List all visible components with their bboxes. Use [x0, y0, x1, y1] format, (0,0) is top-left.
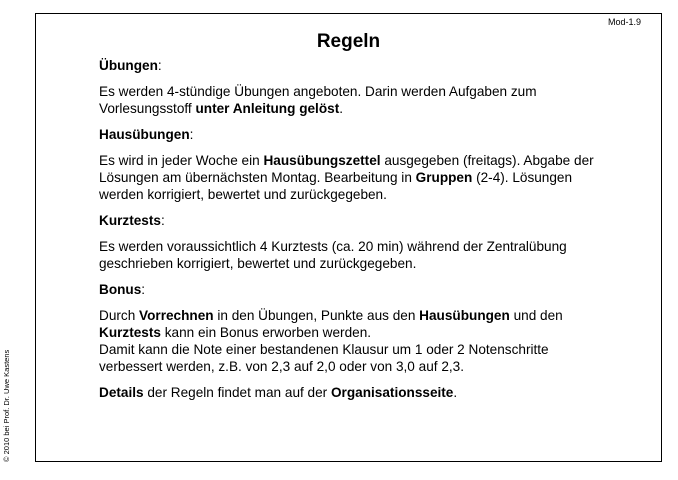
slide-title: Regeln	[316, 31, 381, 52]
section-text-bonus	[99, 307, 604, 375]
heading-text: Hausübungen	[99, 127, 190, 142]
text-run: kann ein Bonus erworben werden.	[160, 325, 372, 340]
bold-run: unter Anleitung gelöst	[195, 101, 340, 116]
text-run: ausgegeben (freitags). Abgabe der Lösungen am übernächsten Montag. Bearbeitung in	[99, 153, 594, 185]
copyright-note: © 2010 bei Prof. Dr. Uwe Kastens	[2, 349, 11, 462]
bold-run: Kurztests	[99, 325, 161, 340]
heading-colon: :	[157, 58, 162, 73]
heading-text: Kurztests	[99, 213, 161, 228]
section-text-kurztests	[99, 238, 604, 272]
section-heading-bonus	[99, 281, 604, 298]
section-text-uebungen	[99, 83, 604, 117]
text-run: Durch	[99, 308, 140, 323]
text-run: .	[339, 101, 344, 116]
section-heading-hausuebungen	[99, 126, 604, 143]
text-run: Es wird in jeder Woche ein	[99, 153, 264, 168]
heading-text: Bonus	[99, 282, 142, 297]
text-run: Es werden 4-stündige Übungen angeboten. Darin werden Aufgaben zum Vorlesungsstoff	[99, 84, 537, 116]
bold-run: Details	[99, 385, 144, 400]
text-run: (2-4). Lösungen werden korrigiert, bewertet und zurückgegeben.	[99, 170, 573, 202]
text-run: in den Übungen, Punkte aus den	[213, 308, 420, 323]
page-id: Mod-1.9	[607, 17, 641, 27]
bold-run: Hausübungen	[419, 308, 510, 323]
text-run: und den	[509, 308, 563, 323]
bold-run: Vorrechnen	[139, 308, 214, 323]
details-line	[99, 384, 604, 401]
text-run: .	[453, 385, 458, 400]
heading-colon: :	[189, 127, 194, 142]
bold-run: Organisationsseite	[330, 385, 454, 400]
heading-colon: :	[141, 282, 146, 297]
text-run: Es werden voraussichtlich 4 Kurztests (ca. 20 min) während der Zentralübung geschrieben korrigiert, bewertet und zurückgegeben.	[99, 239, 567, 271]
bold-run: Hausübungszettel	[263, 153, 381, 168]
heading-colon: :	[160, 213, 165, 228]
bold-run: Gruppen	[415, 170, 473, 185]
section-text-hausuebungen	[99, 152, 604, 203]
section-heading-uebungen	[99, 57, 604, 74]
heading-text: Übungen	[99, 58, 158, 73]
section-heading-kurztests	[99, 212, 604, 229]
text-run: der Regeln findet man auf der	[143, 385, 331, 400]
slide-content	[99, 57, 604, 410]
text-run: Damit kann die Note einer bestandenen Klausur um 1 oder 2 Notenschritte verbessert werden, z.B. von 2,3 auf 2,0 oder von 3,0 auf 2,3.	[99, 342, 549, 374]
